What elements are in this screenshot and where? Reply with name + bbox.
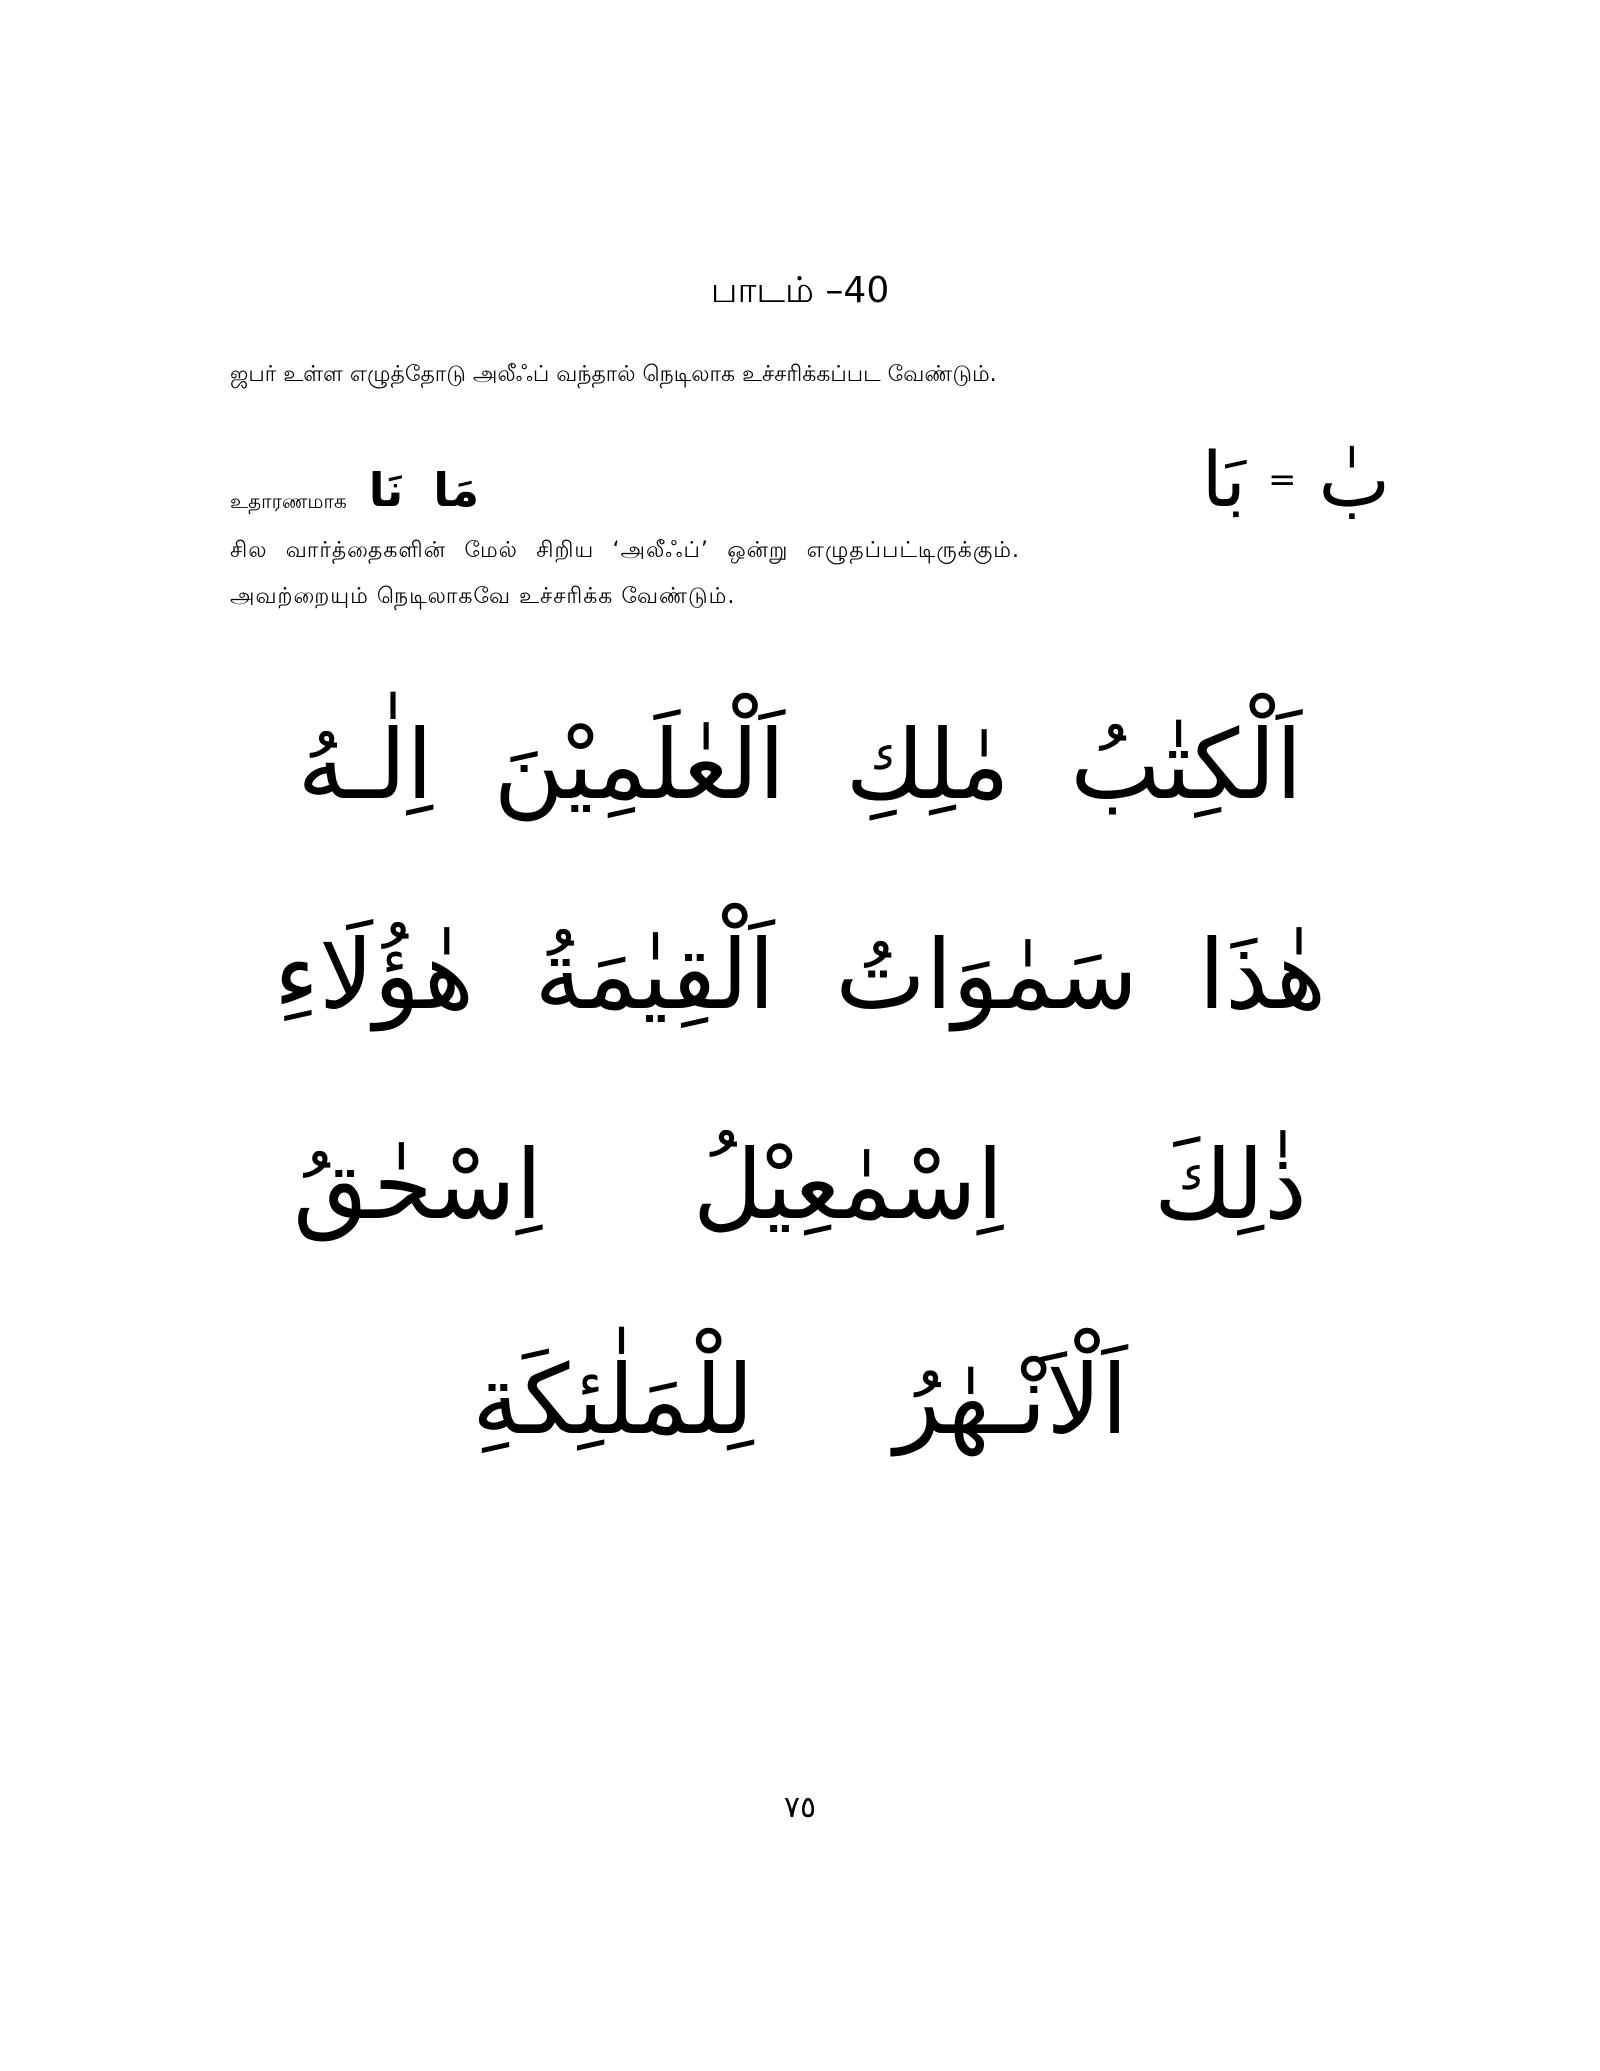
rule-paragraph-small-alif: சில வார்த்தைகளின் மேல் சிறிய ‘அலீஃப்’ ஒன்று எழுதப்பட்டிருக்கும். அவற்றையும் நெடிலாகவே உச்சரிக்க வேண்டும். — [230, 538, 1020, 609]
lesson-title: பாடம் –40 — [710, 270, 890, 311]
arabic-example-line-3: ذٰلِكَ اِسْمٰعِيْلُ اِسْحٰقُ — [293, 1129, 1307, 1241]
arabic-example-line-2: هٰذَا سَمٰوَاتُ اَلْقِيٰمَةُ هٰؤُلَاءِ — [273, 919, 1327, 1031]
rule-equals-sign: = — [1267, 460, 1297, 500]
example-arabic-words: مَا نَا — [368, 463, 480, 517]
rule-paragraph-long-vowel: ஜபர் உள்ள எழுத்தோடு அலீஃப் வந்தால் நெடிலாக உச்சரிக்கப்பட வேண்டும். — [230, 362, 997, 387]
example-label: உதாரணமாக — [230, 489, 347, 513]
arabic-example-line-4: اَلْاَنْـهٰرُ لِلْمَلٰئِكَةِ — [472, 1344, 1128, 1456]
page-number: ٧٥ — [783, 1790, 817, 1825]
example-row — [230, 450, 750, 520]
rule-letter: بٰ — [1318, 435, 1390, 524]
rule-equation — [1110, 425, 1390, 535]
arabic-example-line-1: اَلْكِتٰبُ مٰلِكِ اَلْعٰلَمِيْنَ اِلٰـهُ — [297, 709, 1303, 821]
rule-result: بَا — [1201, 435, 1246, 524]
